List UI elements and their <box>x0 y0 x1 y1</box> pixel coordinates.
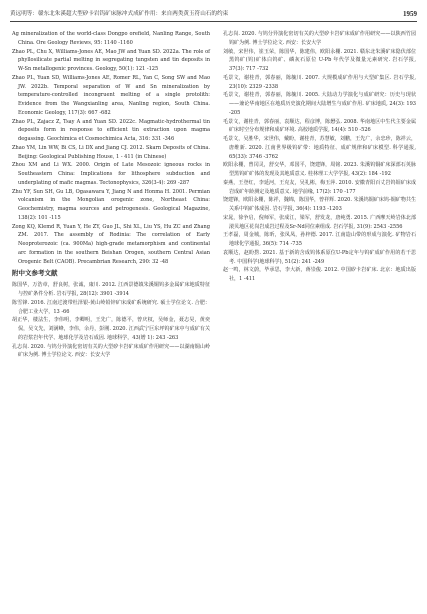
reference-entry: 宋晁，徐争启，倪师军，张成江，梁军，舒发龙，唐纯勇. 2015. 广西摩天岭岩体北部滚贝地区花岗岩成岩过程及Sr-Nd同位素组成. 岩石学报, 31(9): 2543 -2556 <box>223 214 416 230</box>
reference-entry: Ag mineralization of the world-class Dongpo orefield, Nanling Range, South China. Ore Geology Reviews, 95: 1140 -1160 <box>12 31 210 46</box>
reference-entry: 毛景文，谢桂青，郭春丽，陈毓川. 2005. 大陆动力学演化与成矿研究：历史与现状——兼论华南地区在地质历史演化期间大陆增生与成矿作用. 矿床地质, 24(3): 193 -205 <box>223 92 416 116</box>
reference-entry: 陈国华，万浩章，舒良树，张诚，康川. 2012. 江西景德镇朱溪铜钨多金属矿床地质特征与控矿条件分析. 岩石学报, 28(12): 3901 -3914 <box>12 282 210 297</box>
reference-entry: 孔志岗. 2020. 与钨分异演化密切有关的大型矽卡岩矿床成矿作用研究——以陕西竹园钨矿为例. 博士学位论文. 西安：长安大学 <box>223 31 416 46</box>
section-heading: 附中文参考文献 <box>12 270 58 278</box>
right-column <box>223 30 416 284</box>
reference-entry: Zhao PL, Zajacz Z, Tsay A and Yuan SD. 2022c. Magmatic-hydrothermal tin deposits form in response to efficient tin extraction upon magma degassing. Geochimica et Cosmochimica Acta, 316: 331 -346 <box>12 118 210 142</box>
reference-entry: Zhao PL, Yuan SD, Williams-Jones AE, Romer RL, Yan C, Song SW and Mao JW. 2022b. Temporal separation of W and Sn mineralization by temperature-controlled incongruent melting of a single protolith: Evidence from the Wangxianling area, Nanling region, South China. Economic Geology, 117(3): 667 -682 <box>12 74 210 116</box>
running-header <box>10 8 417 20</box>
reference-entry: 孔志岗. 2020. 与钨分异演化密切有关的大型矽卡岩矿床成矿作用研究——以湖南铜山岭矿床为例. 博士学位论文. 西安：长安大学 <box>12 343 210 359</box>
reference-entry: Zhou XM and Li WX. 2000. Origin of Late Mesozoic igneous rocks in Southeastern China: Implications for lithosphere subduction and underplating of mafic magmas. Tectonophysics, 326(3-4): 269 -287 <box>12 162 210 186</box>
reference-entry: 毛景文，谢桂青，郭春丽，袁顺达，程彦博，陈懋弘. 2008. 华南地区中生代主要金属矿床时空分布规律和成矿环境. 高校地质学报, 14(4): 510 -526 <box>223 118 416 134</box>
running-title: 黄远明等：赣东北朱溪超大型矽卡岩钨矿床脉冲式成矿作用：来自两类黄玉符山石的约束 <box>10 11 229 17</box>
reference-entry: Zong KQ, Klemd R, Yuan Y, He ZY, Guo JL, Shi XL, Liu YS, Hu ZC and Zhang ZM. 2017. The assembly of Rodinia: The correlation of Early Neoproterozoic (ca. 900Ma) high-grade metamorphism and continental arc formation in the southern Beishan Orogen, southern Central Asian Orogenic Belt (CAOB). Precambrian Research, 290: 32 -48 <box>12 223 210 265</box>
reference-entry: 袁顺达，赵盼捞. 2021. 基于新的含成钨体系原位U-Pb定年与钨矿成矿作用的若干思考. 中国科学(地球科学), 51(2): 241 -249 <box>223 249 416 265</box>
reference-entry: 毛景文，谢桂青，郭春丽，陈毓川. 2007. 大规模成矿作用与大型矿集区. 岩石学报, 23(10): 2329 -2338 <box>223 74 416 90</box>
reference-entry: 王孝磊，周金城，陈昕，张凤凤，孙梓德. 2017. 江南造山带的形成与演化. 矿物岩石地球化学通报, 36(5): 714 -735 <box>223 232 416 247</box>
page-number: 1959 <box>403 10 417 18</box>
reference-entry: 毛景文，吴胜华，宋世伟，戴盼，谢桂青，苏慧敏，刘鹏，王先广，余忠珍，陈祥云，唐维新. 2020. 江南世界级钨矿带：地质特征、成矿规律和矿床模型. 科学通报, 65(33): 3746 -3762 <box>223 136 416 160</box>
reference-entry: Zhao YM, Lin WW, Bi CS, Li DX and Jiang CJ. 2012. Skarn Deposits of China. Beijing: Geological Publishing House, 1 - 411 (in Chinese) <box>12 144 210 160</box>
reference-entry: Zhu YF, Sun SH, Gu LB, Ogasawara Y, Jiang N and Honma H. 2001. Permian volcanism in the Mongolian orogenic zone, Northeast China: Geochemistry, magma sources and petrogenesis. Geological Magazine, 138(2): 101 -115 <box>12 188 210 221</box>
reference-entry: 赵一鸣，林文蔚，毕承思，李大新，蒋崇俊. 2012. 中国矽卡岩矿床. 北京：地质出版社，1 -411 <box>223 267 416 282</box>
reference-entry: Zhao PL, Chu X, Williams-Jones AE, Mao JW and Yuan SD. 2022a. The role of phyllosilicate partial melting in segregating tungsten and tin deposits in W-Sn metallogenic provinces. Geology, 50(1): 121 -125 <box>12 48 210 72</box>
reference-entry: 秦燕，王登红，李延河，王克友，吴礼彬，梅玉萍. 2010. 安徽青阳百丈岩钨钼矿床成岩成矿年龄测定及地质意义. 地学前缘, 17(2): 170 -177 <box>223 179 416 195</box>
header-rule <box>10 21 417 22</box>
reference-entry: 刘敏，宋世伟，崔玉荣，陈国华，陈建伟，欧阳永棚. 2021. 赣东北朱溪矿床隐伏部位黑钨矿(钨)矿体白钨矿、磷灰石原位 U-Pb 年代学及微量元素研究. 岩石学报, 37(3): 717 -732 <box>223 48 416 72</box>
reference-entry: 欧阳永棚，曾闰灵，舒交华，邓国平，饶建锋，周铭. 2023. 朱溪钨铜矿床深部石英脉型黑钨矿矿体的发现及其地质意义. 桂林理工大学学报, 43(2): 184 -192 <box>223 162 416 177</box>
reference-entry: 胡正华，楼法生，李伟明，李卿明，王先广，陈德平，曾庆权，吴师金，聂志昊，黄奕侃，吴文先，刘满峰，李伟，余丹，彭刚. 2020. 江西武宁巨东坪钨矿床中与成矿有关的岩浆岩年代学、地球化学及岩石成因. 地球科学，43(增 1): 243 -263 <box>12 317 210 341</box>
left-column <box>12 30 210 360</box>
reference-entry: 饶建锋，欧阳永棚，陈祥，魏锦，陈国华，曾祥辉. 2020. 朱溪钨铜矿床钨-铜矿物共生关系中钨矿体成因. 岩石学报, 36(4): 1193 -1203 <box>223 197 416 212</box>
reference-entry: 陈雪锋. 2016. 江南过渡带杜泽银-黄山岭铅锌矿床成矿系统研究. 硕士学位论文. 合肥：合肥工业大学，13 -66 <box>12 299 210 315</box>
